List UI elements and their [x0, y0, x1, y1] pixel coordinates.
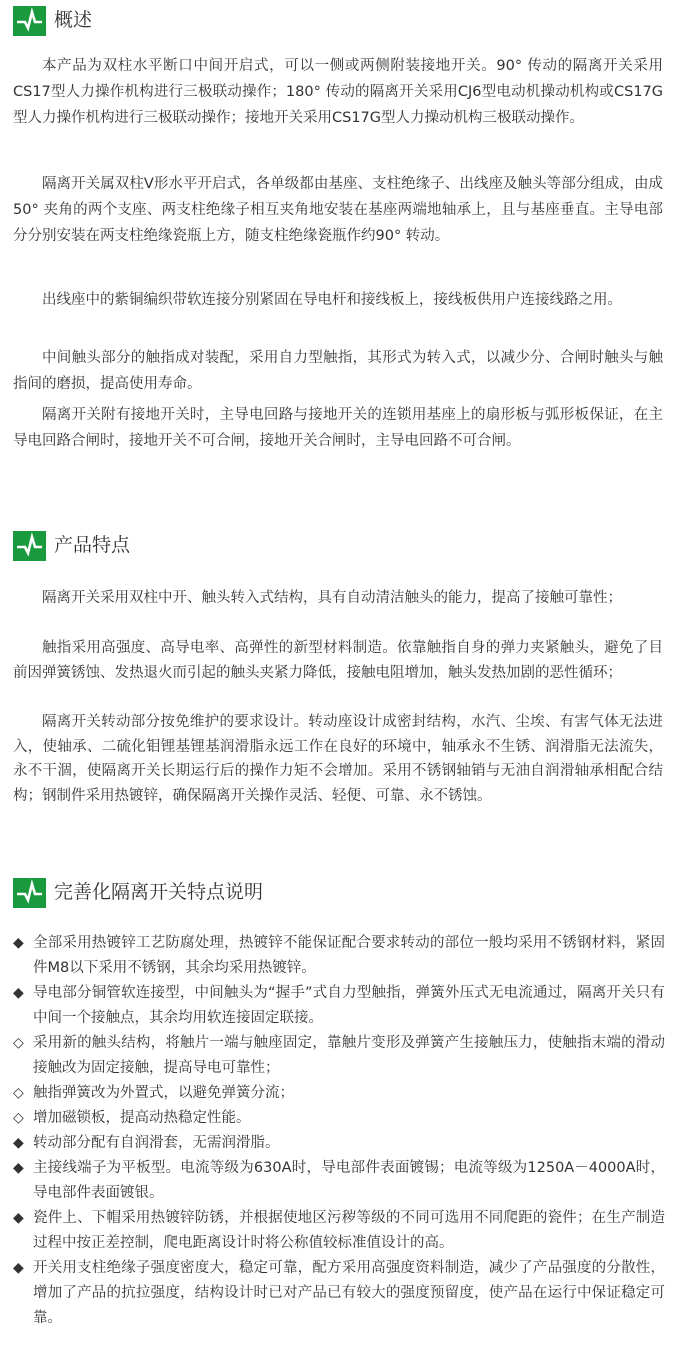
section-header	[0, 529, 675, 563]
solid-diamond-icon: ◆	[13, 1135, 24, 1151]
list-item-text: 瓷件上、下帽采用热镀锌防锈，并根据使地区污秽等级的不同可选用不同爬距的瓷件；在生产制造过程中按正差控制，爬电距离设计时将公称值较标准值设计的高。	[33, 1210, 665, 1251]
list-item-text: 导电部分铜管软连接型，中间触头为“握手”式自力型触指，弹簧外压式无电流通过，隔离开关只有中间一个接触点，其余均用软连接固定联接。	[33, 985, 665, 1026]
solid-diamond-icon: ◆	[13, 985, 24, 1001]
list-item	[13, 1106, 665, 1131]
section-improved-features	[0, 876, 675, 910]
features-paragraph-1: 隔离开关采用双柱中开、触头转入式结构，具有自动清洁触头的能力，提高了接触可靠性；	[42, 590, 622, 606]
section-overview	[0, 4, 675, 38]
hollow-diamond-icon: ◇	[13, 1085, 24, 1101]
list-item	[13, 1081, 665, 1106]
green-pulse-logo-icon	[13, 531, 46, 561]
overview-paragraph-1: 本产品为双柱水平断口中间开启式，可以一侧或两侧附装接地开关。90° 传动的隔离开关采用CS17型人力操作机构进行三极联动操作；180° 传动的隔离开关采用CJ6型电动机操动机构或CS17G型人力操作机构进行三极联动操作；接地开关采用CS17G型人力操动机构三极联动操作。	[13, 58, 663, 126]
section-title: 概述	[54, 9, 93, 31]
list-item-text: 采用新的触头结构，将触片一端与触座固定，靠触片变形及弹簧产生接触压力，使触指末端的滑动接触改为固定接触，提高导电可靠性；	[33, 1035, 665, 1076]
overview-paragraph-4: 中间触头部分的触指成对装配，采用自力型触指，其形式为转入式，以减少分、合闸时触头与触指间的磨损，提高使用寿命。	[13, 350, 663, 392]
hollow-diamond-icon: ◇	[13, 1110, 24, 1126]
section-title: 完善化隔离开关特点说明	[54, 881, 264, 903]
section-features	[0, 529, 675, 563]
list-item	[13, 1031, 665, 1081]
solid-diamond-icon: ◆	[13, 1260, 24, 1276]
improved-features-list	[13, 931, 665, 1331]
list-item	[13, 1256, 665, 1331]
green-pulse-logo-icon	[13, 878, 46, 908]
list-item-text: 主接线端子为平板型。电流等级为630A时，导电部件表面镀锡；电流等级为1250A－4000A时，导电部件表面镀银。	[33, 1160, 665, 1201]
green-pulse-logo-icon	[13, 6, 46, 36]
list-item	[13, 1206, 665, 1256]
solid-diamond-icon: ◆	[13, 1160, 24, 1176]
list-item-text: 全部采用热镀锌工艺防腐处理，热镀锌不能保证配合要求转动的部位一般均采用不锈钢材料，紧固件M8以下采用不锈钢，其余均采用热镀锌。	[33, 935, 665, 976]
overview-paragraph-5: 隔离开关附有接地开关时，主导电回路与接地开关的连锁用基座上的扇形板与弧形板保证，在主导电回路合闸时，接地开关不可合闸，接地开关合闸时，主导电回路不可合闸。	[13, 407, 663, 449]
hollow-diamond-icon: ◇	[13, 1035, 24, 1051]
features-paragraph-2: 触指采用高强度、高导电率、高弹性的新型材料制造。依靠触指自身的弹力夹紧触头，避免了目前因弹簧锈蚀、发热退火而引起的触头夹紧力降低，接触电阻增加，触头发热加剧的恶性循环；	[13, 640, 663, 681]
overview-paragraph-2: 隔离开关属双柱V形水平开启式，各单级都由基座、支柱绝缘子、出线座及触头等部分组成，由成50° 夹角的两个支座、两支柱绝缘子相互夹角地安装在基座两端地轴承上，且与基座垂直。主导电部分分别安装在两支柱绝缘瓷瓶上方，随支柱绝缘瓷瓶作约90° 转动。	[13, 176, 663, 244]
list-item-text: 开关用支柱绝缘子强度密度大，稳定可靠，配方采用高强度资料制造，减少了产品强度的分散性，增加了产品的抗拉强度，结构设计时已对产品已有较大的强度预留度，使产品在运行中保证稳定可靠。	[33, 1260, 665, 1326]
features-paragraph-3: 隔离开关转动部分按免维护的要求设计。转动座设计成密封结构，水汽、尘埃、有害气体无法进入，使轴承、二硫化钼锂基锂基润滑脂永远工作在良好的环境中，轴承永不生锈、润滑脂无法流失，永不干涸，使隔离开关长期运行后的操作力矩不会增加。采用不锈钢轴销与无油自润滑轴承相配合结构；钢制件采用热镀锌，确保隔离开关操作灵活、轻便、可靠、永不锈蚀。	[13, 714, 663, 804]
section-header	[0, 4, 675, 38]
list-item	[13, 1131, 665, 1156]
list-item-text: 转动部分配有自润滑套，无需润滑脂。	[33, 1135, 280, 1151]
list-item	[13, 1156, 665, 1206]
section-header	[0, 876, 675, 910]
section-title: 产品特点	[54, 534, 131, 556]
solid-diamond-icon: ◆	[13, 935, 24, 951]
solid-diamond-icon: ◆	[13, 1210, 24, 1226]
overview-paragraph-3: 出线座中的紫铜编织带软连接分别紧固在导电杆和接线板上，接线板供用户连接线路之用。	[42, 292, 622, 308]
list-item-text: 触指弹簧改为外置式，以避免弹簧分流；	[33, 1085, 294, 1101]
list-item	[13, 931, 665, 981]
list-item	[13, 981, 665, 1031]
list-item-text: 增加磁锁板，提高动热稳定性能。	[33, 1110, 251, 1126]
